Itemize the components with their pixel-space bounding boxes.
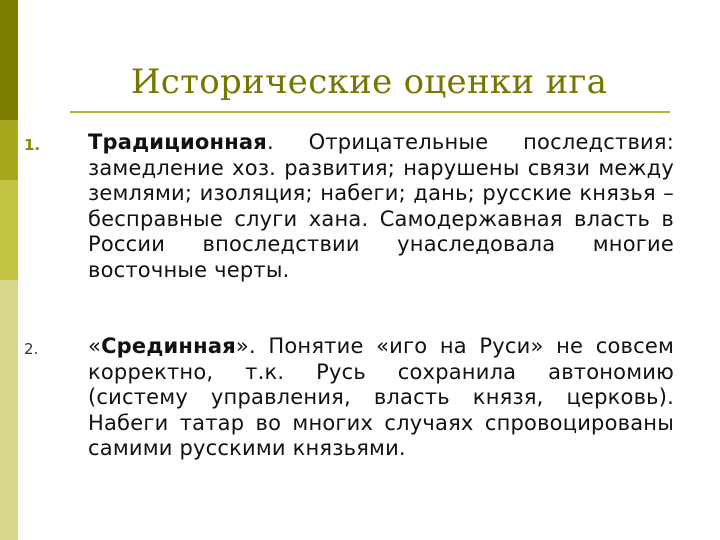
slide-title: Исторические оценки ига bbox=[130, 62, 608, 102]
term-median: Срединная bbox=[101, 334, 236, 358]
left-accent-stripe-middle bbox=[0, 180, 18, 280]
list-item-traditional bbox=[24, 130, 674, 283]
list-item-text bbox=[88, 130, 674, 283]
list-item-median bbox=[24, 334, 674, 462]
left-accent-stripe-upper bbox=[0, 120, 18, 180]
item-body-traditional: . Отрицательные последствия: замедление хоз. развития; нарушены связи между землями; изоляция; набеги; дань; русские князья – бесправные слуги хана. Самодержавная власть в России впоследствии унаследовала многие восточные черты. bbox=[88, 130, 674, 282]
list-item-text bbox=[88, 334, 674, 462]
item-body-median: ». Понятие «иго на Руси» не совсем корректно, т.к. Русь сохранила автономию (систему управления, власть князя, церковь). Набеги татар во многих случаях спровоцированы самими русскими князьями. bbox=[88, 334, 674, 460]
left-accent-stripe-bottom bbox=[0, 280, 18, 540]
title-underline bbox=[70, 111, 670, 113]
quote-open: « bbox=[88, 334, 102, 358]
term-traditional: Традиционная bbox=[88, 130, 267, 154]
list-item-number: 1. bbox=[24, 136, 41, 154]
list-item-number: 2. bbox=[24, 340, 39, 358]
left-accent-stripe-top bbox=[0, 0, 18, 120]
